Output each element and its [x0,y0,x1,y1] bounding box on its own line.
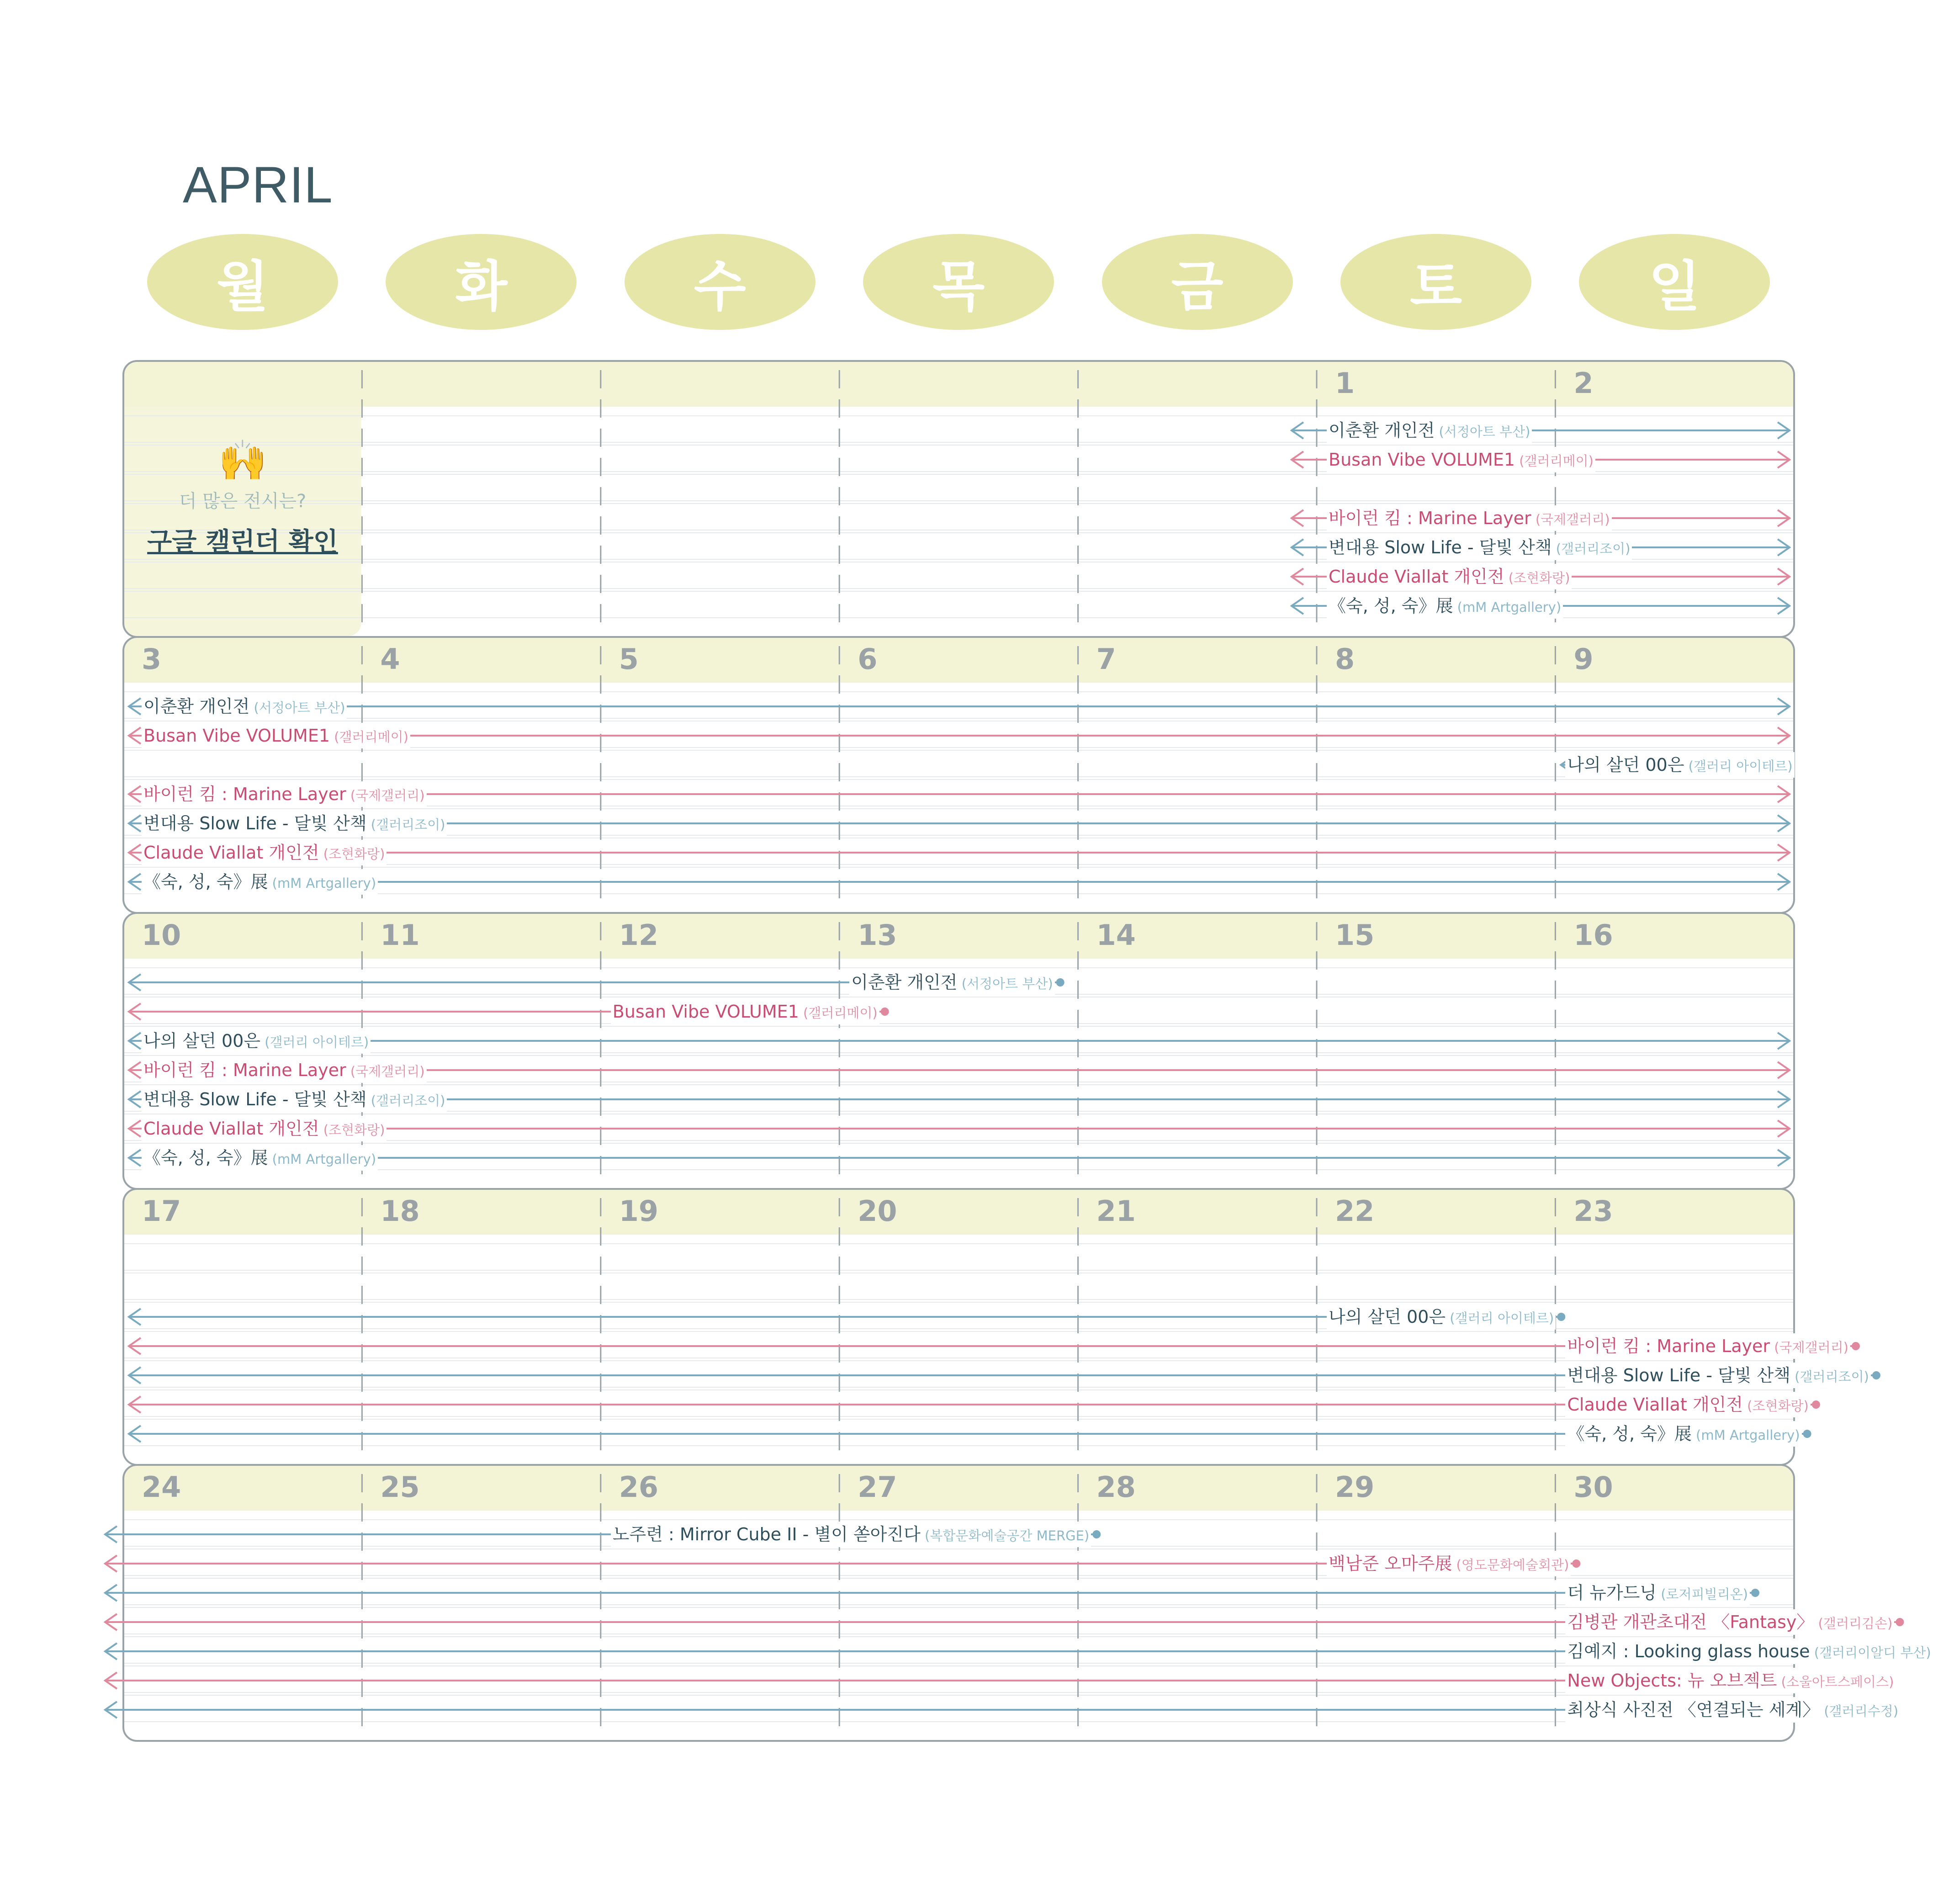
weekday-header: 화 [386,234,577,330]
event-label[interactable] [1327,1304,1556,1330]
event-label[interactable] [142,869,378,895]
weekday-header: 일 [1579,234,1770,330]
date-number[interactable]: 23 [1573,1194,1613,1228]
date-number[interactable]: 8 [1335,642,1355,676]
date-number[interactable]: 30 [1573,1470,1613,1504]
event-title: 나의 살던 00은 [1329,1307,1446,1327]
event-venue: (로저피빌리온) [1657,1586,1748,1602]
event-label[interactable] [1327,447,1595,472]
event-venue: (조현화랑) [319,1122,385,1138]
promo-box [126,438,360,558]
event-venue: (국제갤러리) [346,788,425,803]
event-title: 나의 살던 00은 [1567,755,1684,775]
event-label[interactable] [1565,1421,1801,1447]
date-number[interactable]: 10 [142,918,181,952]
event-title: Claude Viallat 개인전 [143,1119,319,1139]
event-title: 더 뉴가드닝 [1567,1583,1657,1603]
event-venue: (mM Artgallery) [268,875,376,891]
event-title: 변대용 Slow Life - 달빛 산책 [143,1089,367,1109]
event-title: Claude Viallat 개인전 [1567,1395,1743,1415]
event-end-dot [1812,1400,1820,1409]
month-title: APRIL [183,156,333,213]
week-header-band [123,913,1794,959]
weekday-header: 토 [1340,234,1531,330]
date-number[interactable]: 2 [1573,366,1594,400]
event-end-dot [1751,1589,1759,1597]
event-label[interactable] [1327,418,1532,443]
event-label[interactable] [142,1145,378,1171]
event-label[interactable] [849,970,1054,995]
event-venue: (mM Artgallery) [1453,599,1562,615]
event-end-dot [881,1008,889,1016]
event-title: 《숙, 성, 숙》展 [1567,1424,1692,1444]
event-label[interactable] [1565,1363,1870,1388]
event-title: 이춘환 개인전 [143,696,250,716]
event-venue: (갤러리조이) [1790,1369,1869,1384]
event-label[interactable] [611,999,879,1024]
date-number[interactable]: 22 [1335,1194,1375,1228]
event-venue: (mM Artgallery) [1691,1427,1800,1443]
date-number[interactable]: 5 [619,642,639,676]
date-number[interactable]: 6 [858,642,878,676]
event-label[interactable] [142,781,427,807]
event-title: 《숙, 성, 숙》展 [1329,596,1453,616]
event-title: Claude Viallat 개인전 [1329,567,1504,587]
week-header-band [123,1465,1794,1511]
date-number[interactable]: 16 [1573,918,1613,952]
google-calendar-link[interactable]: 구글 캘린더 확인 [147,527,338,557]
event-venue: (갤러리이알디 부산) [1810,1645,1931,1660]
date-number[interactable]: 20 [858,1194,897,1228]
event-label[interactable] [1327,505,1612,531]
weekday-header: 목 [863,234,1054,330]
event-label[interactable] [1327,1551,1571,1576]
date-number[interactable]: 13 [858,918,897,952]
event-title: 김예지 : Looking glass house [1567,1641,1810,1661]
date-number[interactable]: 19 [619,1194,659,1228]
event-venue: (복합문화예술공간 MERGE) [920,1528,1090,1543]
event-label[interactable] [142,840,387,865]
event-label[interactable] [1327,593,1563,619]
date-number[interactable]: 11 [380,918,420,952]
event-venue: (갤러리조이) [1552,541,1631,557]
event-venue: (갤러리김손) [1814,1616,1893,1631]
event-title: Claude Viallat 개인전 [143,843,319,863]
event-end-dot [1557,1313,1565,1321]
date-number[interactable]: 12 [619,918,659,952]
date-number[interactable]: 3 [142,642,162,676]
date-number[interactable]: 15 [1335,918,1375,952]
date-number[interactable]: 4 [380,642,400,676]
event-venue: (소울아트스페이스) [1777,1674,1894,1690]
event-venue: (mM Artgallery) [268,1151,376,1167]
event-end-dot [1852,1342,1860,1350]
event-venue: (조현화랑) [319,846,385,862]
event-label[interactable] [142,694,347,719]
event-end-dot [1872,1371,1880,1379]
event-label[interactable] [1565,1333,1850,1359]
event-title: 변대용 Slow Life - 달빛 산책 [1329,537,1552,557]
event-venue: (갤러리 아이테르) [1446,1310,1554,1326]
event-venue: (갤러리메이) [330,729,408,745]
event-venue: (국제갤러리) [1531,512,1610,527]
raised-hands-icon: 🙌 [218,438,267,483]
date-number[interactable]: 25 [380,1470,420,1504]
date-number[interactable]: 24 [142,1470,181,1504]
event-end-dot [1572,1559,1580,1568]
event-title: 바이런 킴 : Marine Layer [1567,1336,1770,1356]
event-venue: (조현화랑) [1742,1398,1809,1414]
date-number[interactable]: 9 [1573,642,1594,676]
event-end-dot [1092,1530,1101,1538]
week-header-band [123,1189,1794,1235]
event-end-dot [1056,978,1064,986]
event-title: Busan Vibe VOLUME1 [1329,450,1515,470]
event-label[interactable] [1565,1697,1900,1723]
event-venue: (갤러리수정) [1820,1703,1899,1719]
promo-subtitle: 더 많은 전시는? [179,491,307,512]
date-number[interactable]: 28 [1096,1470,1136,1504]
date-number[interactable]: 14 [1096,918,1136,952]
date-number[interactable]: 7 [1096,642,1116,676]
event-title: 바이런 킴 : Marine Layer [143,784,346,804]
event-title: Busan Vibe VOLUME1 [143,726,330,746]
event-label[interactable] [1565,1392,1810,1417]
weekday-header: 금 [1102,234,1293,330]
event-venue: (갤러리 아이테르) [1684,758,1793,774]
event-label[interactable] [1327,535,1632,560]
date-number[interactable]: 29 [1335,1470,1375,1504]
event-venue: (국제갤러리) [1770,1340,1848,1355]
event-label[interactable] [142,1057,427,1083]
event-label[interactable] [142,1028,371,1054]
date-number[interactable]: 18 [380,1194,420,1228]
event-title: 변대용 Slow Life - 달빛 산책 [143,813,367,833]
event-label[interactable] [1565,1609,1894,1635]
weekday-header: 수 [625,234,816,330]
event-title: 이춘환 개인전 [1329,420,1435,440]
event-label[interactable] [1565,752,1794,778]
week-header-band [123,637,1794,683]
event-venue: (갤러리조이) [366,817,445,833]
event-venue: (서정아트 부산) [1435,424,1531,440]
event-venue: (갤러리 아이테르) [260,1034,369,1050]
event-label[interactable] [611,1522,1091,1547]
event-label[interactable] [1327,564,1572,589]
weekday-header: 월 [147,234,338,330]
event-label[interactable] [1565,1580,1750,1606]
event-title: 백남준 오마주展 [1329,1554,1452,1574]
event-label[interactable] [142,1116,387,1141]
event-label[interactable] [1565,1639,1933,1664]
event-end-dot [1896,1618,1904,1626]
event-title: Busan Vibe VOLUME1 [612,1002,799,1022]
event-title: 나의 살던 00은 [143,1031,261,1051]
event-venue: (갤러리조이) [366,1093,445,1108]
event-venue: (서정아트 부산) [957,976,1053,992]
event-title: 이춘환 개인전 [851,972,958,992]
event-title: 《숙, 성, 숙》展 [143,1148,268,1168]
event-venue: (국제갤러리) [346,1064,425,1079]
event-label[interactable] [142,811,447,836]
event-label[interactable] [1565,1668,1896,1693]
event-title: 바이런 킴 : Marine Layer [1329,508,1531,528]
week-header-band [123,361,1794,407]
event-title: 김병관 개관초대전 〈Fantasy〉 [1567,1612,1814,1632]
event-title: 변대용 Slow Life - 달빛 산책 [1567,1365,1790,1385]
event-title: New Objects: 뉴 오브젝트 [1567,1671,1777,1691]
event-end-dot [1803,1430,1811,1438]
event-venue: (조현화랑) [1504,570,1570,586]
date-number[interactable]: 26 [619,1470,659,1504]
event-title: 《숙, 성, 숙》展 [143,872,268,892]
event-venue: (영도문화예술회관) [1452,1557,1569,1573]
event-title: 노주련 : Mirror Cube II - 별이 쏟아진다 [612,1524,921,1544]
event-label[interactable] [142,1087,447,1112]
event-venue: (갤러리메이) [1515,453,1594,469]
event-venue: (갤러리메이) [799,1005,878,1021]
date-number[interactable]: 1 [1335,366,1355,400]
date-number[interactable]: 27 [858,1470,897,1504]
event-label[interactable] [142,723,410,748]
date-number[interactable]: 17 [142,1194,181,1228]
date-number[interactable]: 21 [1096,1194,1136,1228]
event-title: 최상식 사진전 〈연결되는 세계〉 [1567,1700,1820,1720]
event-venue: (서정아트 부산) [249,700,345,716]
event-title: 바이런 킴 : Marine Layer [143,1060,346,1080]
